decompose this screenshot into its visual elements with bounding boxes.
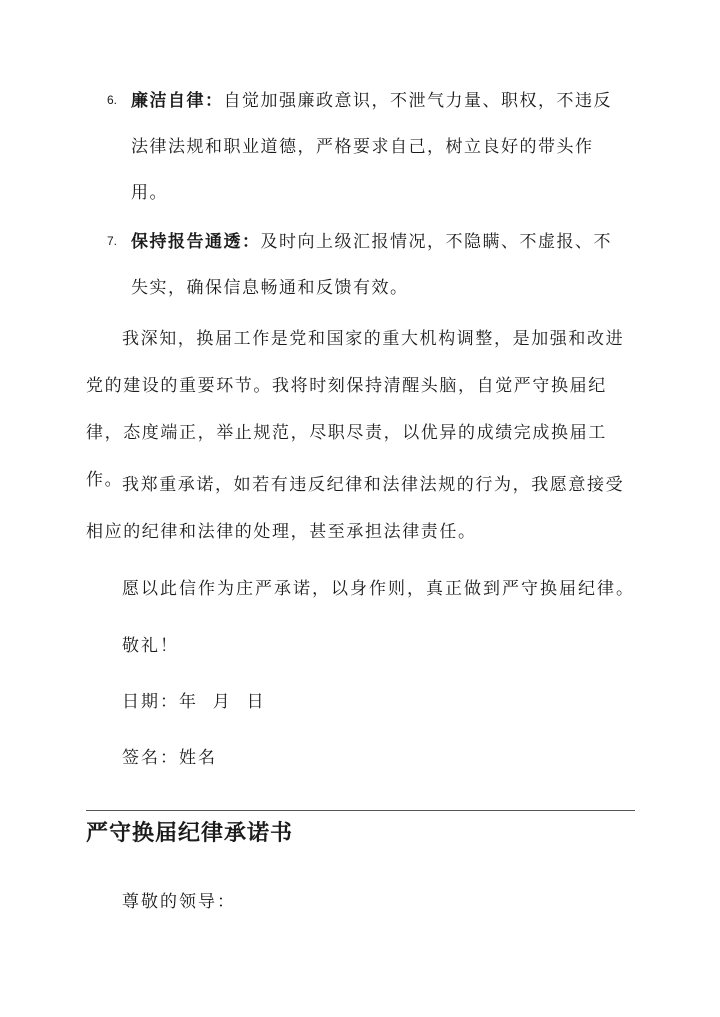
document-title: 严守换届纪律承诺书 [86, 820, 294, 846]
list-item-body: 及时向上级汇报情况，不隐瞒、不虚报、不失实，确保信息畅通和反馈有效。 [131, 232, 612, 298]
list-number: 7. [107, 234, 118, 248]
list-item-title: 保持报告通透： [131, 232, 261, 252]
greeting-line: 尊敬的领导： [122, 892, 236, 912]
list-item-title: 廉洁自律： [131, 91, 224, 111]
closing-line: 愿以此信作为庄严承诺，以身作则，真正做到严守换届纪律。 [122, 579, 635, 599]
body-paragraph: 我郑重承诺，如若有违反纪律和法律法规的行为，我愿意接受相应的纪律和法律的处理，甚至承担法律责任。 [86, 475, 625, 542]
section-divider [86, 810, 635, 811]
list-item-text [131, 78, 623, 216]
list-number: 6. [107, 93, 118, 107]
list-item-text [131, 219, 623, 311]
date-line: 日期：年 月 日 [122, 692, 266, 712]
signature-line: 签名：姓名 [122, 748, 217, 768]
body-paragraph: 我深知，换届工作是党和国家的重大机构调整，是加强和改进党的建设的重要环节。我将时刻保持清醒头脑，自觉严守换届纪律，态度端正，举止规范，尽职尽责，以优异的成绩完成换届工作。 [86, 329, 625, 490]
salutation: 敬礼！ [122, 636, 179, 656]
list-item-body: 自觉加强廉政意识，不泄气力量、职权，不违反法律法规和职业道德，严格要求自己，树立良好的带头作用。 [131, 91, 612, 203]
